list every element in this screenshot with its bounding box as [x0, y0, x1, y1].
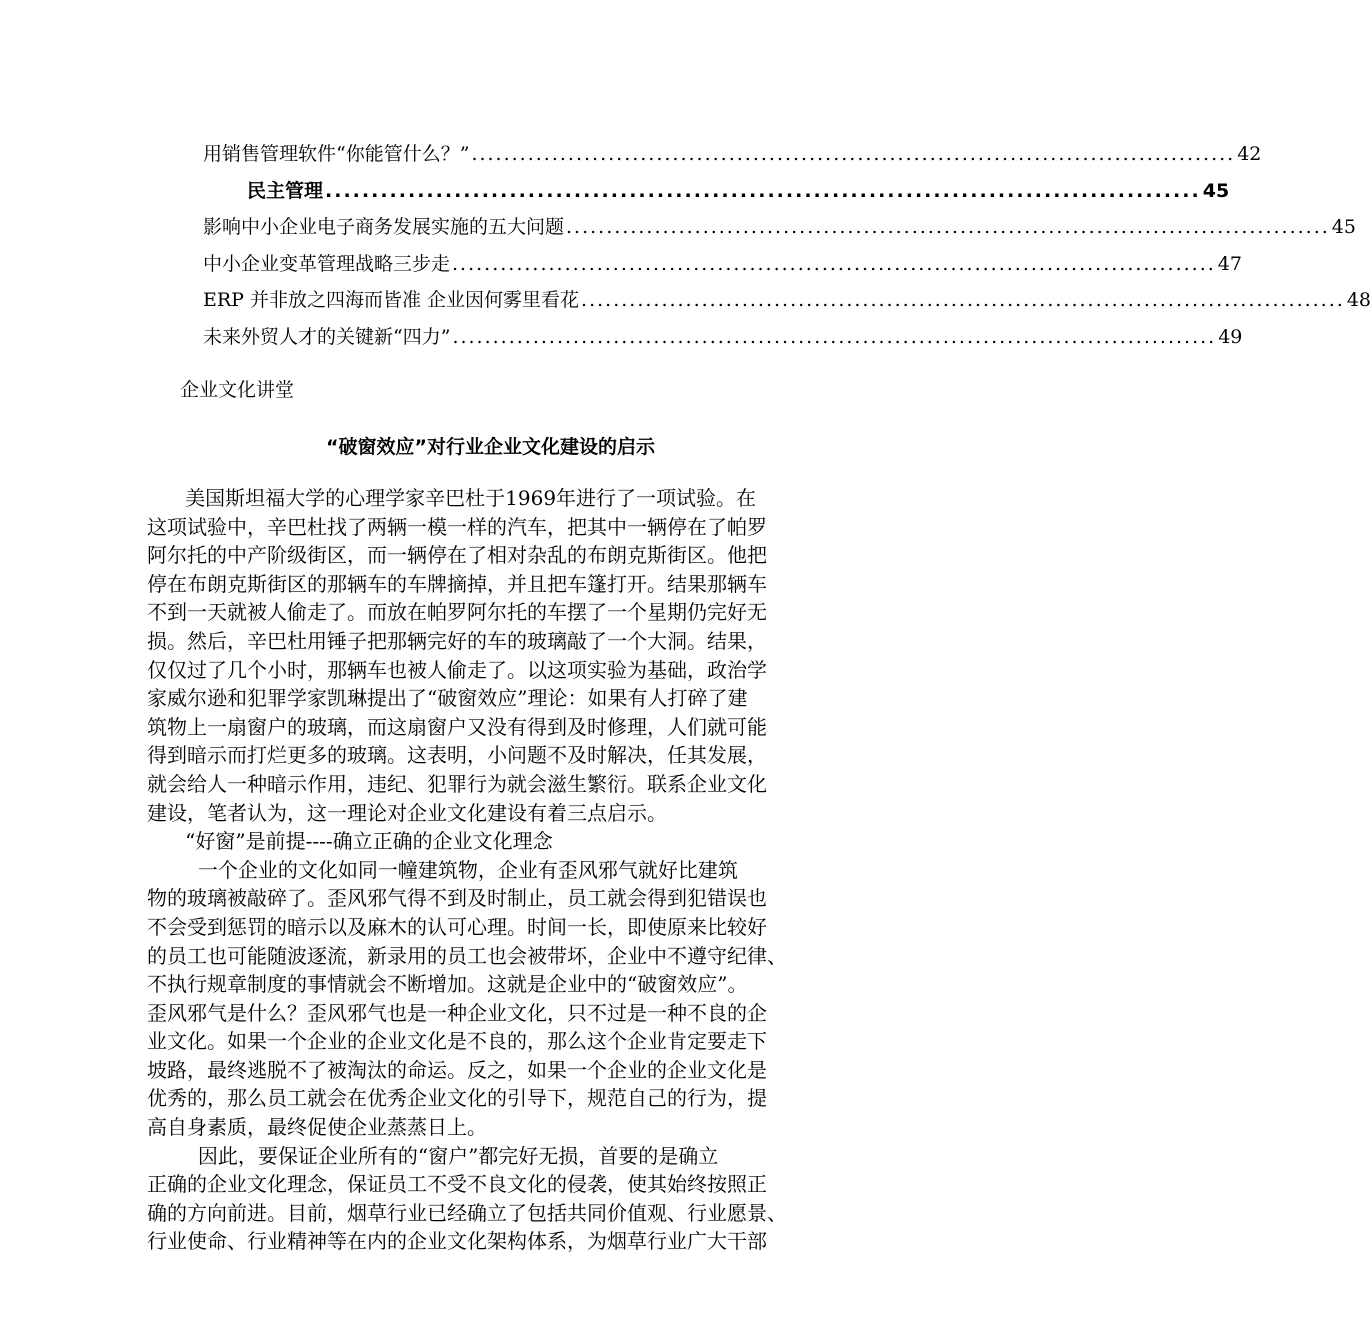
toc-entry[interactable] — [203, 173, 1230, 210]
text-line: “好窗”是前提----确立正确的企业文化理念 — [147, 829, 553, 854]
table-of-contents — [203, 136, 1371, 355]
toc-leader-dots: ............................................................................................... — [581, 289, 1345, 311]
text-line: 一个企业的文化如同一幢建筑物，企业有歪风邪气就好比建筑 — [147, 857, 738, 882]
text-line: 筑物上一扇窗户的玻璃，而这扇窗户又没有得到及时修理，人们就可能 — [147, 714, 767, 739]
article-title: “破窗效应”对行业企业文化建设的启示 — [326, 436, 655, 458]
section-label: 企业文化讲堂 — [180, 379, 295, 401]
text-line: 行业使命、行业精神等在内的企业文化架构体系，为烟草行业广大干部 — [147, 1229, 767, 1254]
text-line: 业文化。如果一个企业的企业文化是不良的，那么这个企业肯定要走下 — [147, 1029, 767, 1054]
text-line: 物的玻璃被敲碎了。歪风邪气得不到及时制止，员工就会得到犯错误也 — [147, 886, 767, 911]
toc-entry-title: 民主管理 — [247, 179, 324, 202]
text-line: 因此，要保证企业所有的“窗户”都完好无损，首要的是确立 — [147, 1143, 719, 1168]
text-line: 的员工也可能随波逐流，新录用的员工也会被带坏，企业中不遵守纪律、 — [147, 943, 787, 968]
text-line: 得到暗示而打烂更多的玻璃。这表明，小问题不及时解决，任其发展， — [147, 743, 767, 768]
toc-entry-title: 影响中小企业电子商务发展实施的五大问题 — [203, 216, 565, 238]
toc-leader-dots: ............................................................................................... — [471, 143, 1236, 165]
toc-entry-page-number: 48 — [1346, 289, 1371, 311]
toc-leader-dots: ............................................................................................... — [325, 179, 1201, 202]
text-line: 不到一天就被人偷走了。而放在帕罗阿尔托的车摆了一个星期仍完好无 — [147, 600, 767, 625]
toc-entry-page-number: 47 — [1217, 252, 1242, 275]
toc-entry[interactable] — [203, 246, 1242, 283]
text-line: 坡路，最终逃脱不了被淘汰的命运。反之，如果一个企业的企业文化是 — [147, 1057, 767, 1082]
text-line: 阿尔托的中产阶级街区，而一辆停在了相对杂乱的布朗克斯街区。他把 — [147, 543, 767, 568]
toc-entry-page-number: 49 — [1218, 325, 1243, 348]
text-line: 高自身素质，最终促使企业蒸蒸日上。 — [147, 1115, 487, 1140]
toc-entry[interactable] — [203, 136, 1262, 173]
toc-entry[interactable] — [203, 282, 1371, 319]
toc-entry-page-number: 45 — [1331, 216, 1356, 238]
toc-entry-title: 中小企业变革管理战略三步走 — [203, 252, 451, 275]
toc-entry-title: 用销售管理软件“你能管什么？” — [203, 143, 470, 165]
text-line: 正确的企业文化理念，保证员工不受不良文化的侵袭，使其始终按照正 — [147, 1172, 767, 1197]
toc-leader-dots: ............................................................................................... — [452, 252, 1216, 275]
text-line: 确的方向前进。目前，烟草行业已经确立了包括共同价值观、行业愿景、 — [147, 1200, 787, 1225]
text-line: 建设，笔者认为，这一理论对企业文化建设有着三点启示。 — [147, 800, 667, 825]
text-line: 这项试验中，辛巴杜找了两辆一模一样的汽车，把其中一辆停在了帕罗 — [147, 514, 767, 539]
toc-entry-page-number: 42 — [1237, 143, 1262, 165]
text-line: 仅仅过了几个小时，那辆车也被人偷走了。以这项实验为基础，政治学 — [147, 657, 767, 682]
toc-leader-dots: ............................................................................................... — [452, 325, 1217, 348]
text-line: 不执行规章制度的事情就会不断增加。这就是企业中的“破窗效应”。 — [147, 972, 748, 997]
text-line: 优秀的，那么员工就会在优秀企业文化的引导下，规范自己的行为，提 — [147, 1086, 767, 1111]
article-body — [147, 484, 855, 1256]
text-line: 歪风邪气是什么？歪风邪气也是一种企业文化，只不过是一种不良的企 — [147, 1000, 767, 1025]
toc-entry-page-number: 45 — [1202, 179, 1230, 202]
text-line: 不会受到惩罚的暗示以及麻木的认可心理。时间一长，即使原来比较好 — [147, 914, 767, 939]
toc-leader-dots: ............................................................................................... — [566, 216, 1330, 238]
text-line: 停在布朗克斯街区的那辆车的车牌摘掉，并且把车篷打开。结果那辆车 — [147, 571, 767, 596]
toc-entry-title: 未来外贸人才的关键新“四力” — [203, 325, 451, 348]
text-line: 家威尔逊和犯罪学家凯琳提出了“破窗效应”理论：如果有人打碎了建 — [147, 686, 748, 711]
text-line: 损。然后，辛巴杜用锤子把那辆完好的车的玻璃敲了一个大洞。结果， — [147, 628, 767, 653]
toc-entry[interactable] — [203, 319, 1243, 356]
toc-entry-title: ERP 并非放之四海而皆准 企业因何雾里看花 — [203, 289, 580, 311]
text-line: 就会给人一种暗示作用，违纪、犯罪行为就会滋生繁衍。联系企业文化 — [147, 771, 767, 796]
toc-entry[interactable] — [203, 209, 1356, 246]
text-line: 美国斯坦福大学的心理学家辛巴杜于1969年进行了一项试验。在 — [147, 486, 757, 510]
